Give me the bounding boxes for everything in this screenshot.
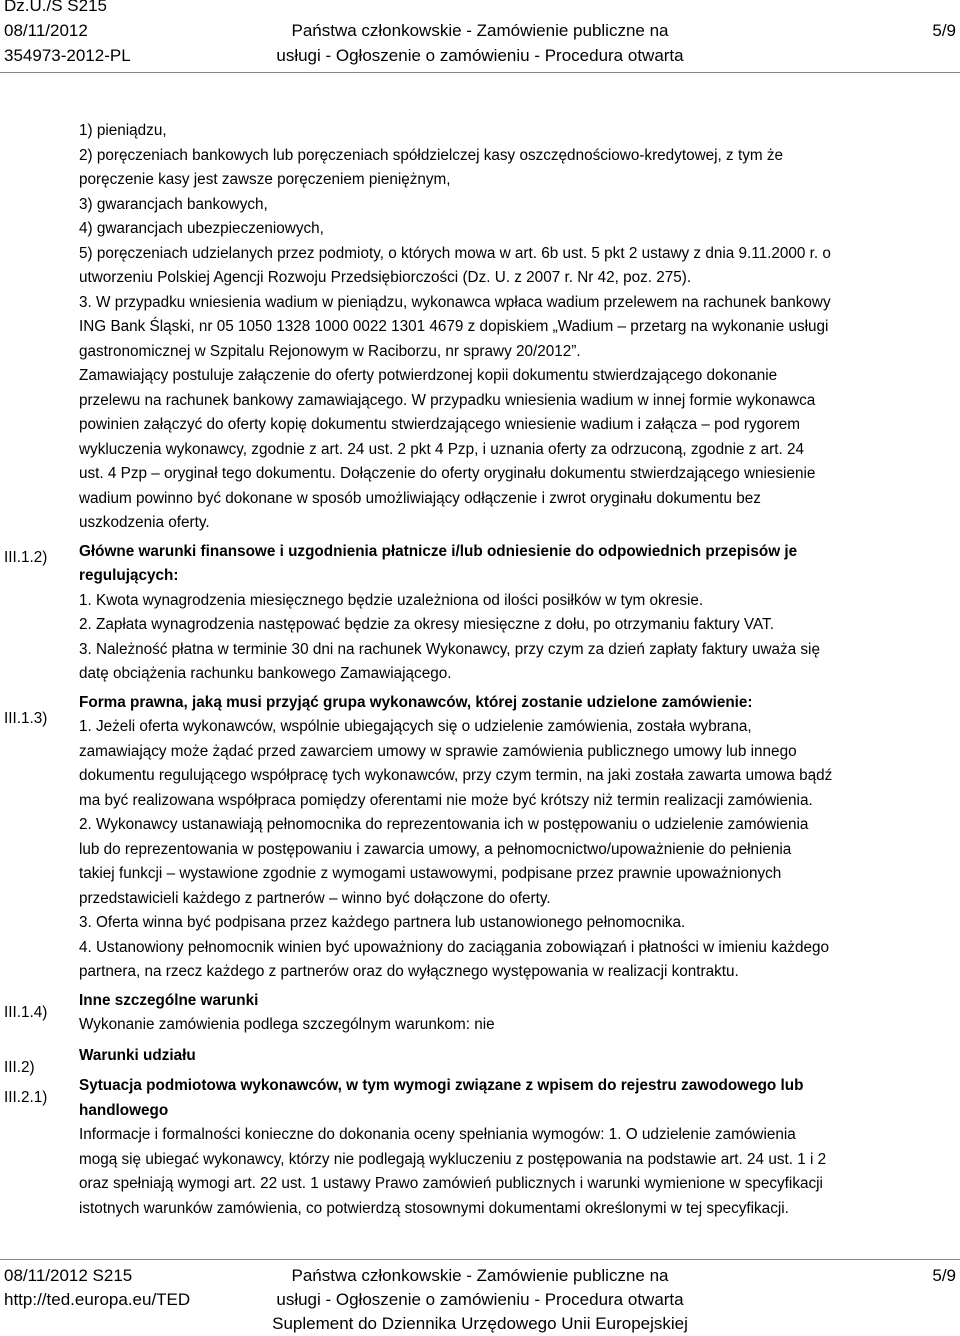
- text-line: 3. Oferta winna być podpisana przez każdego partnera lub ustanowionego pełnomocnika.: [79, 914, 686, 931]
- header-doc-ref: Dz.U./S S215: [4, 0, 107, 15]
- deposit-forms-text: [79, 119, 951, 536]
- document-body: [79, 119, 951, 1221]
- footer-date-issue: 08/11/2012 S215: [4, 1266, 133, 1285]
- section-iii-1-2: [79, 540, 951, 687]
- text-line: oraz spełniają wymogi art. 22 ust. 1 ustawy Prawo zamówień publicznych i warunki wymienione w specyfikacji: [79, 1175, 823, 1192]
- text-line: Informacje i formalności konieczne do dokonania oceny spełniania wymogów: 1. O udzielenie zamówienia: [79, 1126, 796, 1143]
- text-line: istotnych warunków zamówienia, co potwierdzą stosownymi dokumentami określonymi w tej specyfikacji.: [79, 1199, 789, 1217]
- text-line: 4) gwarancjach ubezpieczeniowych,: [79, 220, 324, 237]
- text-line: utworzeniu Polskiej Agencji Rozwoju Przedsiębiorczości (Dz. U. z 2007 r. Nr 42, poz. 275).: [79, 269, 692, 286]
- text-line: wadium powinno być dokonane w sposób umożliwiający odłączenie i zwrot oryginału dokumentu bez: [79, 489, 761, 507]
- text-line: 1. Jeżeli oferta wykonawców, wspólnie ubiegających się o udzielenie zamówienia, została wybrana,: [79, 718, 752, 735]
- text-line: partnera, na rzecz każdego z partnerów oraz do wyłącznego występowania w realizacji kontraktu.: [79, 963, 739, 980]
- text-line: ust. 4 Pzp – oryginał tego dokumentu. Dołączenie do oferty oryginału dokumentu stwierdzającego wniesienie: [79, 465, 816, 482]
- text-line: mogą się ubiegać wykonawcy, którzy nie podlegają wykluczeniu z postępowania na podstawie art. 24 ust. 1 i 2: [79, 1150, 827, 1168]
- section-title: Główne warunki finansowe i uzgodnienia płatnicze i/lub odniesienie do odpowiednich przepisów je: [79, 542, 798, 560]
- text-line: 5) poręczeniach udzielanych przez podmioty, o których mowa w art. 6b ust. 5 pkt 2 ustawy z dnia 9.11.2000 r. o: [79, 244, 831, 262]
- text-line: 3. W przypadku wniesienia wadium w pieniądzu, wykonawca wpłaca wadium przelewem na rachunek bankowy: [79, 293, 831, 311]
- section-title: Sytuacja podmiotowa wykonawców, w tym wymogi związane z wpisem do rejestru zawodowego lub: [79, 1077, 804, 1094]
- text-line: ma być realizowana współpraca pomiędzy oferentami nie może być krótszy niż termin realizacji zamówienia.: [79, 791, 813, 809]
- text-line: 3) gwarancjach bankowych,: [79, 195, 268, 213]
- section-title: Forma prawna, jaką musi przyjąć grupa wykonawców, której zostanie udzielone zamówienie:: [79, 693, 753, 711]
- section-label-iii-1-4: III.1.4): [4, 1004, 48, 1021]
- text-line: lub do reprezentowania w postępowaniu i zawarcia umowy, a pełnomocnictwo/upoważnienie do pełnienia: [79, 840, 792, 858]
- text-line: 4. Ustanowiony pełnomocnik winien być upoważniony do zaciągania zobowiązań i płatności w imieniu każdego: [79, 938, 829, 956]
- section-label-iii-1-3: III.1.3): [4, 710, 48, 727]
- footer-title-line3: Suplement do Dziennika Urzędowego Unii Europejskiej: [272, 1314, 688, 1333]
- footer-link[interactable]: http://ted.europa.eu/TED: [4, 1290, 191, 1309]
- text-line: 2) poręczeniach bankowych lub poręczeniach spółdzielczej kasy oszczędnościowo-kredytowej, z tym że: [79, 146, 783, 164]
- footer-title-line2: usługi - Ogłoszenie o zamówieniu - Procedura otwarta: [276, 1290, 684, 1309]
- text-line: zamawiający może żądać przed zawarciem umowy w sprawie zamówienia publicznego umowy lub innego: [79, 742, 797, 760]
- header-date: 08/11/2012: [4, 21, 88, 40]
- text-line: poręczenie kasy jest zawsze poręczeniem pieniężnym,: [79, 171, 451, 188]
- section-iii-2: [79, 1044, 951, 1069]
- text-line: dokumentu regulującego współpracę tych wykonawców, przy czym termin, na jaki została zawarta umowa bądź: [79, 767, 833, 784]
- section-title: Warunki udziału: [79, 1046, 196, 1064]
- text-line: 1) pieniądzu,: [79, 122, 167, 139]
- section-title: Inne szczególne warunki: [79, 991, 259, 1009]
- text-line: gastronomicznej w Szpitalu Rejonowym w Raciborzu, nr sprawy 20/2012”.: [79, 342, 581, 360]
- header-title-line1: Państwa członkowskie - Zamówienie publiczne na: [291, 21, 669, 40]
- text-line: 3. Należność płatna w terminie 30 dni na rachunek Wykonawcy, przy czym za dzień zapłaty faktury uważa się: [79, 640, 820, 658]
- text-line: uszkodzenia oferty.: [79, 514, 210, 531]
- header-divider: [0, 72, 960, 73]
- text-line: 2. Zapłata wynagrodzenia następować będzie za okresy miesięczne z dołu, po otrzymaniu faktury VAT.: [79, 616, 774, 633]
- footer-title-line1: Państwa członkowskie - Zamówienie publiczne na: [291, 1266, 669, 1285]
- header-notice-id: 354973-2012-PL: [4, 46, 131, 65]
- text-line: Wykonanie zamówienia podlega szczególnym warunkom: nie: [79, 1016, 495, 1033]
- text-line: wykluczenia wykonawcy, zgodnie z art. 24 ust. 2 pkt 4 Pzp, i uznania oferty za odrzuconą, zgodnie z art. 24: [79, 440, 805, 458]
- text-line: ING Bank Śląski, nr 05 1050 1328 1000 0022 1301 4679 z dopiskiem „Wadium – przetarg na wykonanie usługi: [79, 318, 829, 335]
- text-line: 1. Kwota wynagrodzenia miesięcznego będzie uzależniona od ilości posiłków w tym okresie.: [79, 591, 704, 609]
- section-iii-1-3: [79, 691, 951, 985]
- text-line: 2. Wykonawcy ustanawiają pełnomocnika do reprezentowania ich w postępowaniu o udzielenie zamówienia: [79, 816, 809, 833]
- section-label-iii-2-1: III.2.1): [4, 1089, 48, 1106]
- section-label-iii-1-2: III.1.2): [4, 549, 48, 566]
- footer-page-number: 5/9: [932, 1266, 956, 1285]
- section-title: handlowego: [79, 1101, 169, 1119]
- page-footer: [0, 1239, 960, 1334]
- footer-divider: [0, 1259, 960, 1260]
- page-header: [0, 0, 960, 80]
- header-title-line2: usługi - Ogłoszenie o zamówieniu - Procedura otwarta: [276, 46, 684, 65]
- text-line: przedstawicieli każdego z partnerów – winno być dołączone do oferty.: [79, 889, 551, 907]
- section-title: regulujących:: [79, 567, 179, 584]
- section-iii-2-1: [79, 1074, 951, 1221]
- header-page-number: 5/9: [932, 21, 956, 40]
- text-line: przelewu na rachunek bankowy zamawiającego. W przypadku wniesienia wadium w innej formie wykonawca: [79, 391, 816, 409]
- text-line: Zamawiający postuluje załączenie do oferty potwierdzonej kopii dokumentu stwierdzającego dokonanie: [79, 367, 778, 384]
- text-line: takiej funkcji – wystawione zgodnie z wymogami ustawowymi, podpisane przez prawnie upoważnionych: [79, 865, 782, 882]
- section-label-iii-2: III.2): [4, 1059, 35, 1076]
- section-iii-1-4: [79, 989, 951, 1038]
- text-line: powinien załączyć do oferty kopię dokumentu stwierdzającego wniesienie wadium i załącza – pod rygorem: [79, 416, 801, 433]
- text-line: datę obciążenia rachunku bankowego Zamawiającego.: [79, 665, 452, 682]
